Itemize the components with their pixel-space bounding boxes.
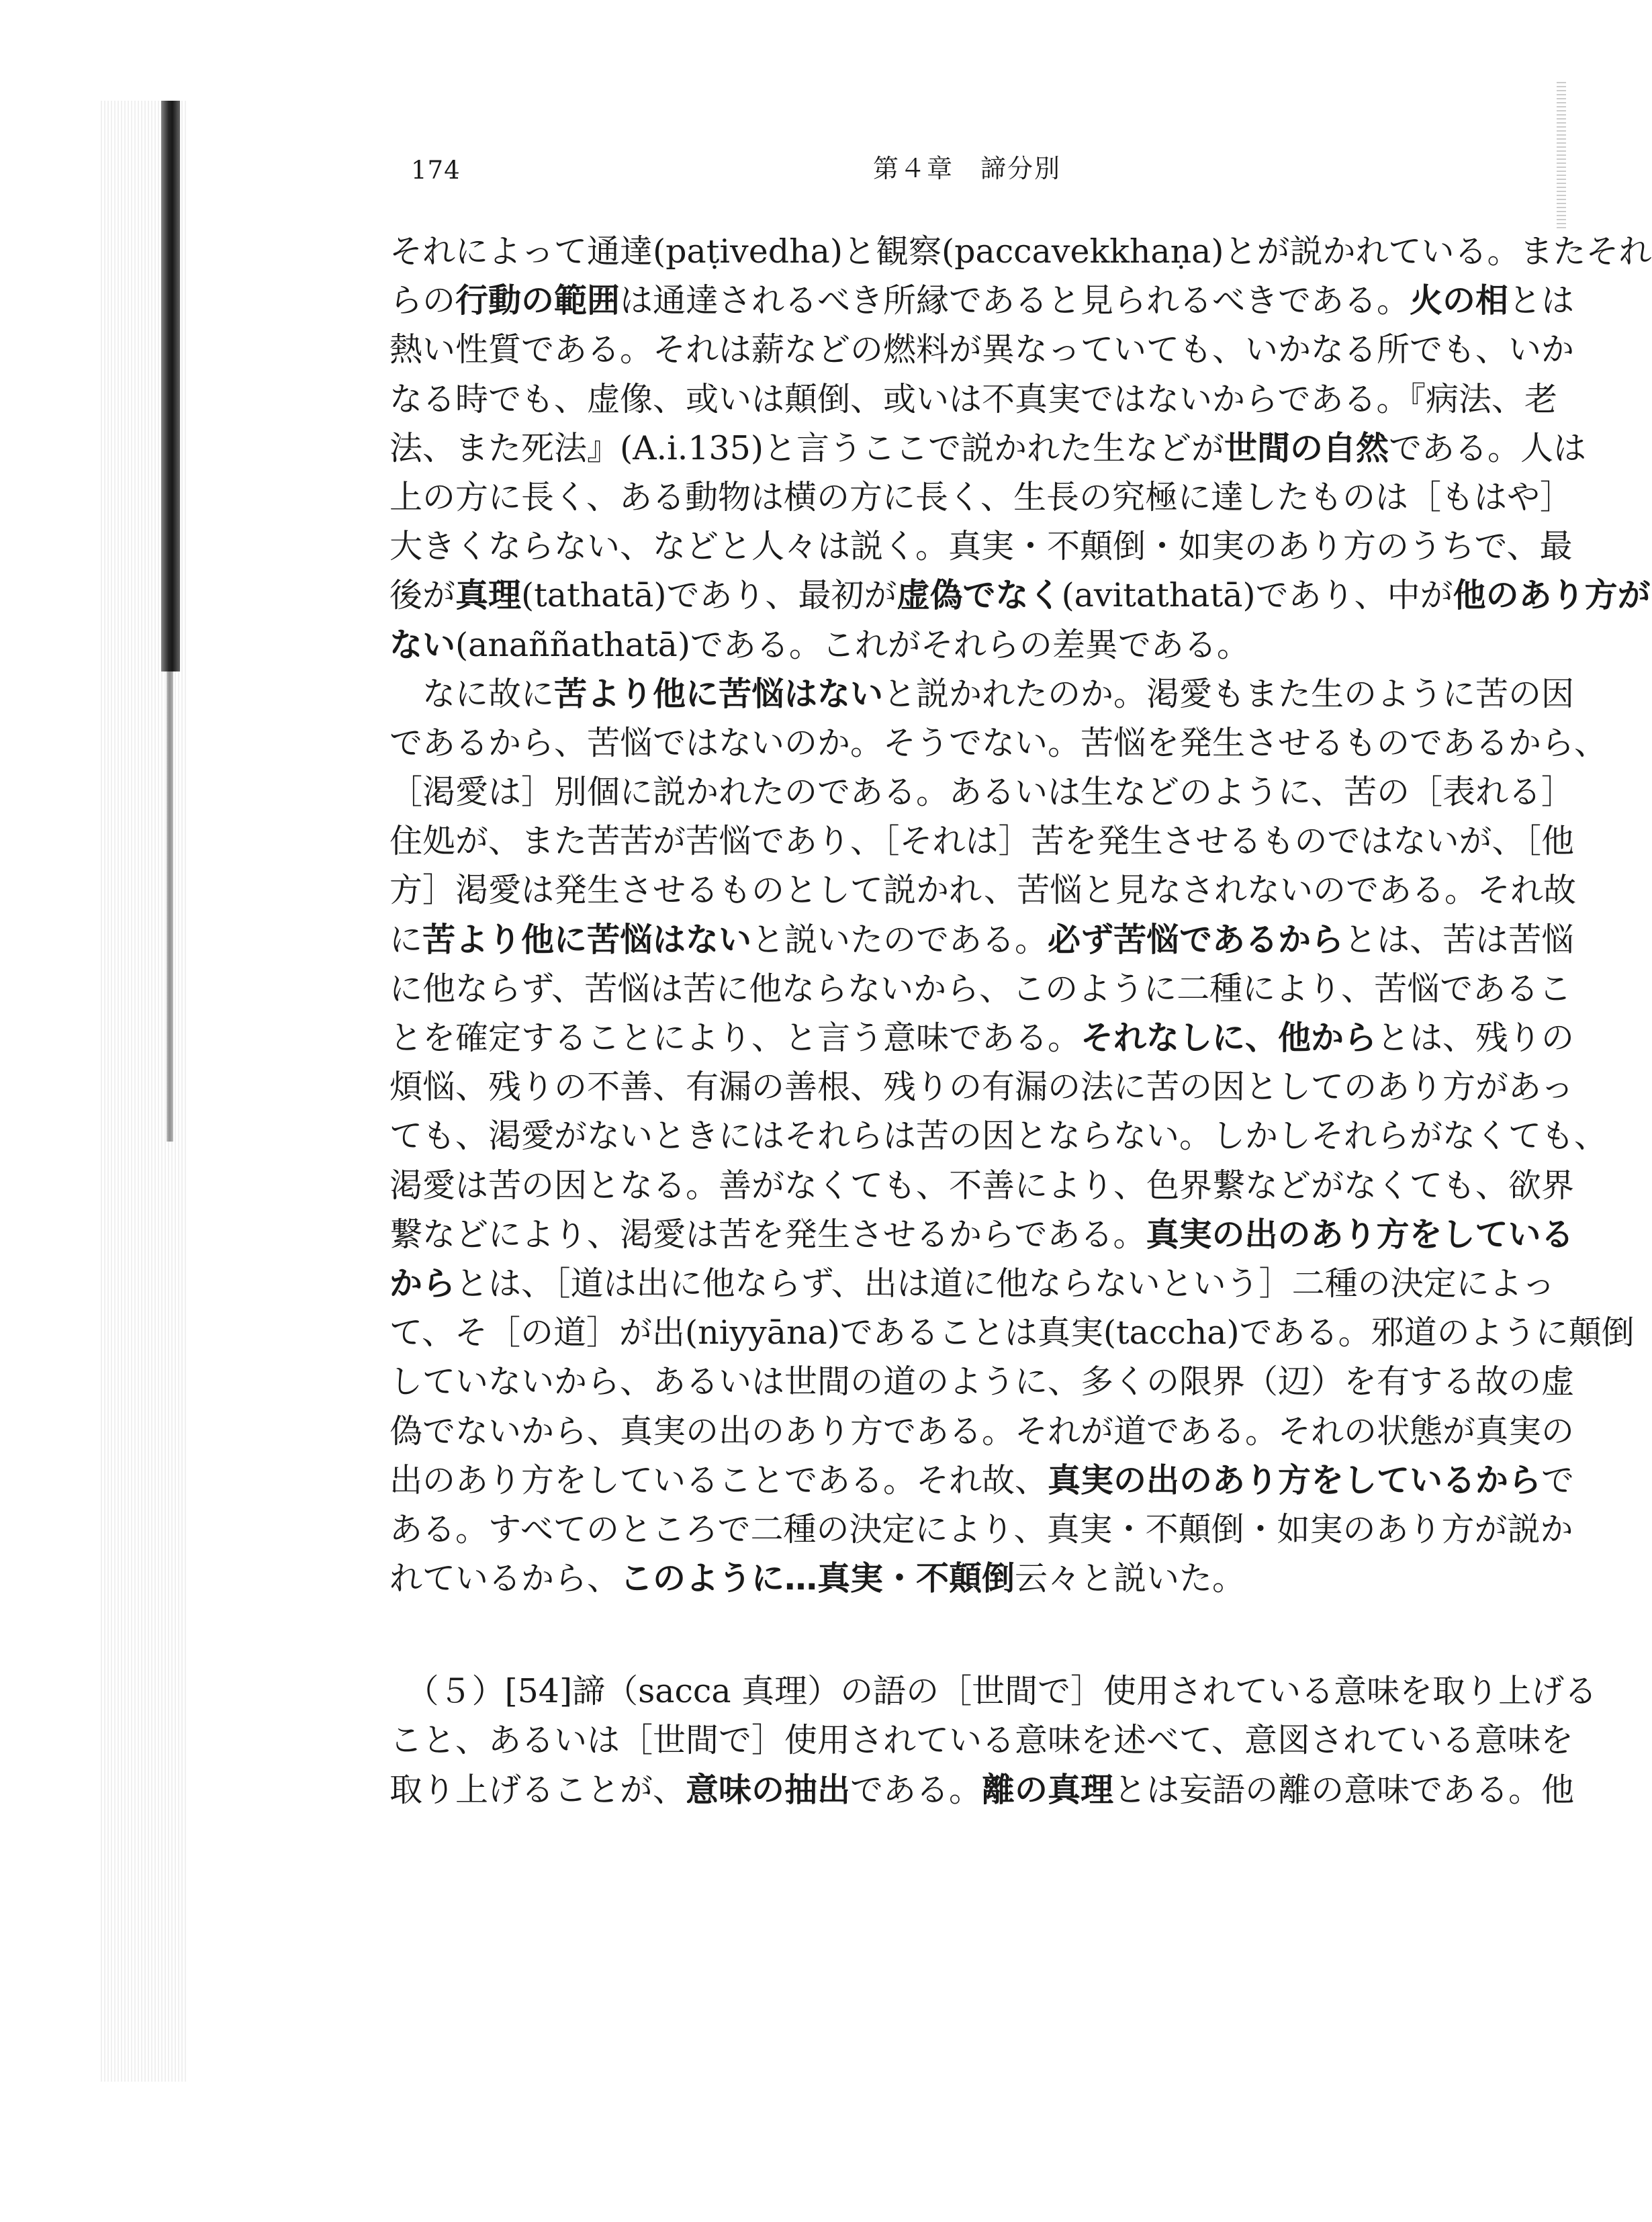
- text-segment: とは、苦は苦悩: [1344, 920, 1575, 959]
- text-segment: 取り上げることが、: [389, 1770, 686, 1809]
- text-line: [389, 1210, 1574, 1259]
- text-segment: に他ならず、苦悩は苦に他ならないから、このように二種により、苦悩であるこ: [389, 969, 1572, 1008]
- text-segment: は通達されるべき所縁であると見られるべきである。: [620, 281, 1410, 320]
- text-line: [389, 1505, 1573, 1554]
- text-line: [389, 1308, 1635, 1357]
- text-line: [389, 1161, 1575, 1210]
- text-line: [389, 473, 1573, 522]
- text-segment: であるから、苦悩ではないのか。そうでない。苦悩を発生させるものであるから、: [389, 723, 1608, 762]
- text-segment: とは、残りの: [1377, 1019, 1575, 1057]
- text-segment: 後が: [389, 576, 456, 615]
- text-segment: とは、［道は出に他ならず、出は道に他ならないという］二種の決定によっ: [455, 1264, 1555, 1303]
- text-segment: (anaññathatā)である。これがそれらの差異である。: [455, 625, 1250, 664]
- bold-term: 真理: [455, 576, 522, 615]
- text-segment: とを確定することにより、と言う意味である。: [389, 1019, 1081, 1057]
- bold-term: ない: [389, 625, 456, 664]
- text-segment: に: [389, 920, 423, 959]
- text-segment: 煩悩、残りの不善、有漏の善根、残りの有漏の法に苦の因としてのあり方があっ: [389, 1068, 1574, 1107]
- paragraph-1: [389, 227, 1652, 669]
- text-line: [389, 620, 1551, 669]
- text-line: [389, 571, 1651, 620]
- bold-term: 世間の自然: [1224, 428, 1389, 467]
- text-segment: 住処が、また苦苦が苦悩であり、［それは］苦を発生させるものではないが、［他: [389, 822, 1575, 861]
- text-segment: である。: [850, 1770, 982, 1809]
- text-segment: 法、また死法』(A.i.135)と言うここで説かれた生などが: [389, 428, 1224, 467]
- text-segment: それによって通達(paṭivedha)と観察(paccavekkhaṇa)とが説かれている。またそれ: [389, 232, 1652, 271]
- text-segment: （５）[54]諦（sacca 真理）の語の［世間で］使用されている意味を取り上げる: [389, 1672, 1598, 1711]
- text-line: [389, 1111, 1608, 1160]
- text-segment: 偽でないから、真実の出のあり方である。それが道である。それの状態が真実の: [389, 1411, 1575, 1450]
- bold-term: 他のあり方が: [1453, 576, 1651, 615]
- text-segment: て、そ［の道］が出(niyyāna)であることは真実(taccha)である。邪道のように顛倒: [389, 1313, 1635, 1352]
- text-line: [389, 1013, 1575, 1062]
- bold-term: 必ず苦悩であるから: [1048, 920, 1344, 959]
- text-line: [389, 866, 1576, 915]
- text-segment: とは妄語の離の意味である。他: [1113, 1770, 1575, 1809]
- text-segment: ても、渇愛がないときにはそれらは苦の因とならない。しかしそれらがなくても、: [389, 1117, 1608, 1156]
- bold-term: 行動の範囲: [455, 281, 621, 320]
- text-line: [389, 227, 1652, 276]
- text-line: [389, 325, 1575, 374]
- text-segment: で: [1541, 1461, 1575, 1499]
- text-segment: 大きくならない、などと人々は説く。真実・不顛倒・如実のあり方のうちで、最: [389, 527, 1573, 566]
- text-segment: 熱い性質である。それは薪などの燃料が異なっていても、いかなる所でも、いか: [389, 330, 1575, 369]
- bold-term: 意味の抽出: [686, 1770, 851, 1809]
- scan-page-edge-right: [1557, 81, 1566, 228]
- text-segment: こと、あるいは［世間で］使用されている意味を述べて、意図されている意味を: [389, 1721, 1574, 1760]
- text-line: [389, 375, 1558, 424]
- paragraph-3: [389, 1667, 1598, 1814]
- bold-term: 苦より他に苦悩はない: [422, 920, 752, 959]
- scan-binding-edge-lower: [167, 672, 173, 1142]
- text-segment: ［渇愛は］別個に説かれたのである。あるいは生などのように、苦の［表れる］: [389, 773, 1575, 812]
- bold-term: 離の真理: [982, 1770, 1114, 1809]
- bold-term: このように…真実・不顛倒: [620, 1559, 1015, 1598]
- bold-term: から: [389, 1264, 456, 1303]
- text-line: [389, 1667, 1598, 1716]
- scan-binding-edge: [161, 101, 180, 672]
- page-number: 174: [411, 156, 461, 185]
- bold-term: それなしに、他から: [1081, 1019, 1377, 1057]
- text-line: [389, 719, 1608, 768]
- bold-term: 苦より他に苦悩はない: [554, 674, 884, 713]
- text-segment: 繋などにより、渇愛は苦を発生させるからである。: [389, 1215, 1146, 1254]
- text-line: [389, 915, 1575, 964]
- text-line: [389, 522, 1573, 571]
- text-line: [389, 1062, 1574, 1111]
- text-segment: (avitathatā)であり、中が: [1061, 576, 1453, 615]
- text-segment: なに故に: [389, 674, 555, 713]
- text-line: [389, 817, 1575, 866]
- text-segment: (tathatā)であり、最初が: [521, 576, 897, 615]
- text-line: [389, 1357, 1575, 1406]
- paragraph-2: [389, 669, 1635, 1604]
- text-segment: と説かれたのか。渇愛もまた生のように苦の因: [883, 674, 1575, 713]
- text-segment: していないから、あるいは世間の道のように、多くの限界（辺）を有する故の虚: [389, 1362, 1575, 1401]
- text-line: [389, 276, 1575, 325]
- text-line: [389, 1456, 1575, 1505]
- text-line: [389, 768, 1575, 817]
- text-segment: 出のあり方をしていることである。それ故、: [389, 1461, 1048, 1499]
- text-line: [389, 1716, 1574, 1765]
- page-body: [389, 227, 1652, 1814]
- text-line: [389, 964, 1572, 1013]
- text-line: [389, 1554, 1551, 1603]
- text-line: [389, 1765, 1575, 1814]
- bold-term: 虚偽でなく: [897, 576, 1062, 615]
- text-segment: れているから、: [389, 1559, 621, 1598]
- chapter-header: 第４章 諦分別: [873, 154, 1062, 183]
- text-segment: と説いたのである。: [751, 920, 1048, 959]
- bold-term: 火の相: [1410, 281, 1509, 320]
- text-line: [389, 424, 1587, 473]
- text-line: [389, 1259, 1555, 1308]
- text-line: [389, 669, 1575, 719]
- text-segment: 云々と説いた。: [1015, 1559, 1246, 1598]
- bold-term: 真実の出のあり方をしている: [1146, 1215, 1574, 1254]
- text-segment: ある。すべてのところで二種の決定により、真実・不顛倒・如実のあり方が説か: [389, 1510, 1573, 1548]
- text-line: [389, 1407, 1575, 1456]
- text-segment: 渇愛は苦の因となる。善がなくても、不善により、色界繋などがなくても、欲界: [389, 1166, 1575, 1205]
- text-segment: らの: [389, 281, 456, 320]
- text-segment: 方］渇愛は発生させるものとして説かれ、苦悩と見なされないのである。それ故: [389, 871, 1576, 910]
- bold-term: 真実の出のあり方をしているから: [1048, 1461, 1542, 1499]
- paragraph-gap: [389, 1603, 1551, 1667]
- text-segment: なる時でも、虚像、或いは顛倒、或いは不真実ではないからである。『病法、老: [389, 379, 1558, 418]
- text-segment: とは: [1508, 281, 1575, 320]
- text-segment: 上の方に長く、ある動物は横の方に長く、生長の究極に達したものは［もはや］: [389, 477, 1573, 516]
- text-segment: である。人は: [1389, 428, 1587, 467]
